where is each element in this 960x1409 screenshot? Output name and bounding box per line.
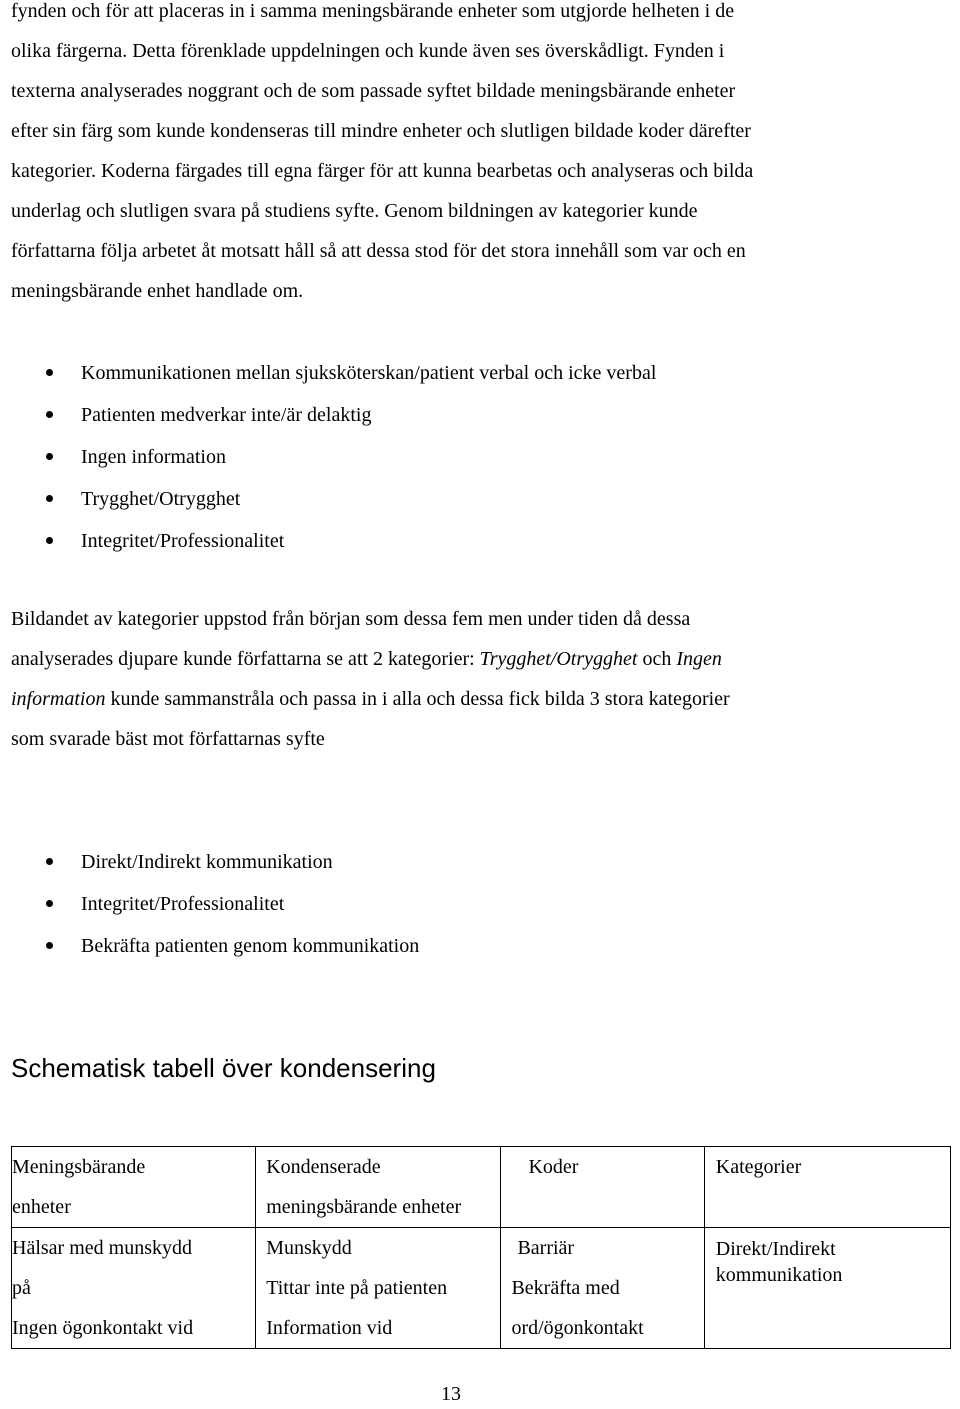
cell-text: Hälsar med munskydd [12,1237,192,1259]
final-categories-list [11,841,419,967]
cell-text: Direkt/Indirekt [715,1238,836,1260]
text-run: analyserades djupare kunde författarna se att 2 kategorier: [11,648,480,670]
list-item [11,841,419,883]
bullet-icon [46,369,53,376]
header-cell [704,1147,950,1228]
list-item [11,436,656,478]
text-line: som svarade bäst mot författarnas syfte [11,728,325,750]
cell-text: Munskydd [266,1237,352,1259]
table-cell [12,1228,256,1349]
bullet-icon [46,942,53,949]
header-text: enheter [12,1196,71,1218]
intro-paragraph [11,0,951,311]
text-run: och [637,648,677,670]
text-line: fynden och för att placeras in i samma meningsbärande enheter som utgjorde helheten i de [11,0,735,22]
text-line: meningsbärande enhet handlade om. [11,280,304,302]
list-item-text: Kommunikationen mellan sjuksköterskan/patient verbal och icke verbal [81,362,657,384]
cell-text: kommunikation [715,1264,843,1286]
cell-text: Information vid [266,1317,393,1339]
cell-text: på [12,1277,31,1299]
text-line: författarna följa arbetet åt motsatt håll så att dessa stod för det stora innehåll som var och en [11,240,746,262]
table-row [12,1228,951,1349]
text-line: Bildandet av kategorier uppstod från början som dessa fem men under tiden då dessa [11,608,691,630]
table-header-row [12,1147,951,1228]
list-item-text: Ingen information [81,446,226,468]
text-line [11,639,951,679]
cell-text: Barriär [517,1237,575,1259]
text-line [11,679,951,719]
header-cell [12,1147,256,1228]
categories-paragraph [11,599,951,759]
list-item-text: Integritet/Professionalitet [81,893,285,915]
header-cell [501,1147,704,1228]
table-cell [256,1228,501,1349]
section-heading: Schematisk tabell över kondensering [11,1053,436,1083]
cell-text: Bekräfta med [511,1277,620,1299]
text-run: kunde sammanstråla och passa in i alla och dessa fick bilda 3 stora kategorier [105,688,730,710]
header-text: meningsbärande enheter [266,1196,462,1218]
category-emphasis: Trygghet/Otrygghet [479,648,638,670]
list-item [11,520,656,562]
list-item-text: Direkt/Indirekt kommunikation [81,851,333,873]
text-line: olika färgerna. Detta förenklade uppdelningen och kunde även ses överskådligt. Fynden i [11,40,725,62]
text-line: kategorier. Koderna färgades till egna färger för att kunna bearbetas och analyseras och bilda [11,160,754,182]
list-item-text: Bekräfta patienten genom kommunikation [81,935,420,957]
list-item-text: Integritet/Professionalitet [81,530,285,552]
list-item [11,883,419,925]
header-text: Meningsbärande [12,1156,146,1178]
list-item [11,925,419,967]
list-item [11,478,656,520]
initial-categories-list [11,352,656,562]
page-number: 13 [441,1383,461,1405]
text-line: underlag och slutligen svara på studiens syfte. Genom bildningen av kategorier kunde [11,200,698,222]
category-emphasis: information [11,688,106,710]
list-item-text: Trygghet/Otrygghet [81,488,241,510]
header-cell [256,1147,501,1228]
header-text: Kategorier [715,1156,802,1178]
category-emphasis: Ingen [676,648,722,670]
list-item-text: Patienten medverkar inte/är delaktig [81,404,372,426]
list-item [11,352,656,394]
header-text: Kondenserade [266,1156,381,1178]
header-text: Koder [528,1156,579,1178]
bullet-icon [46,453,53,460]
bullet-icon [46,858,53,865]
condensation-table [11,1146,951,1349]
table-cell [501,1228,704,1349]
bullet-icon [46,900,53,907]
bullet-icon [46,537,53,544]
cell-text: Tittar inte på patienten [266,1277,448,1299]
bullet-icon [46,495,53,502]
bullet-icon [46,411,53,418]
text-line: efter sin färg som kunde kondenseras till mindre enheter och slutligen bildade koder därefter [11,120,751,142]
text-line: texterna analyserades noggrant och de som passade syftet bildade meningsbärande enheter [11,80,736,102]
cell-text: ord/ögonkontakt [511,1317,644,1339]
table-cell [704,1228,950,1349]
cell-text: Ingen ögonkontakt vid [12,1317,194,1339]
list-item [11,394,656,436]
